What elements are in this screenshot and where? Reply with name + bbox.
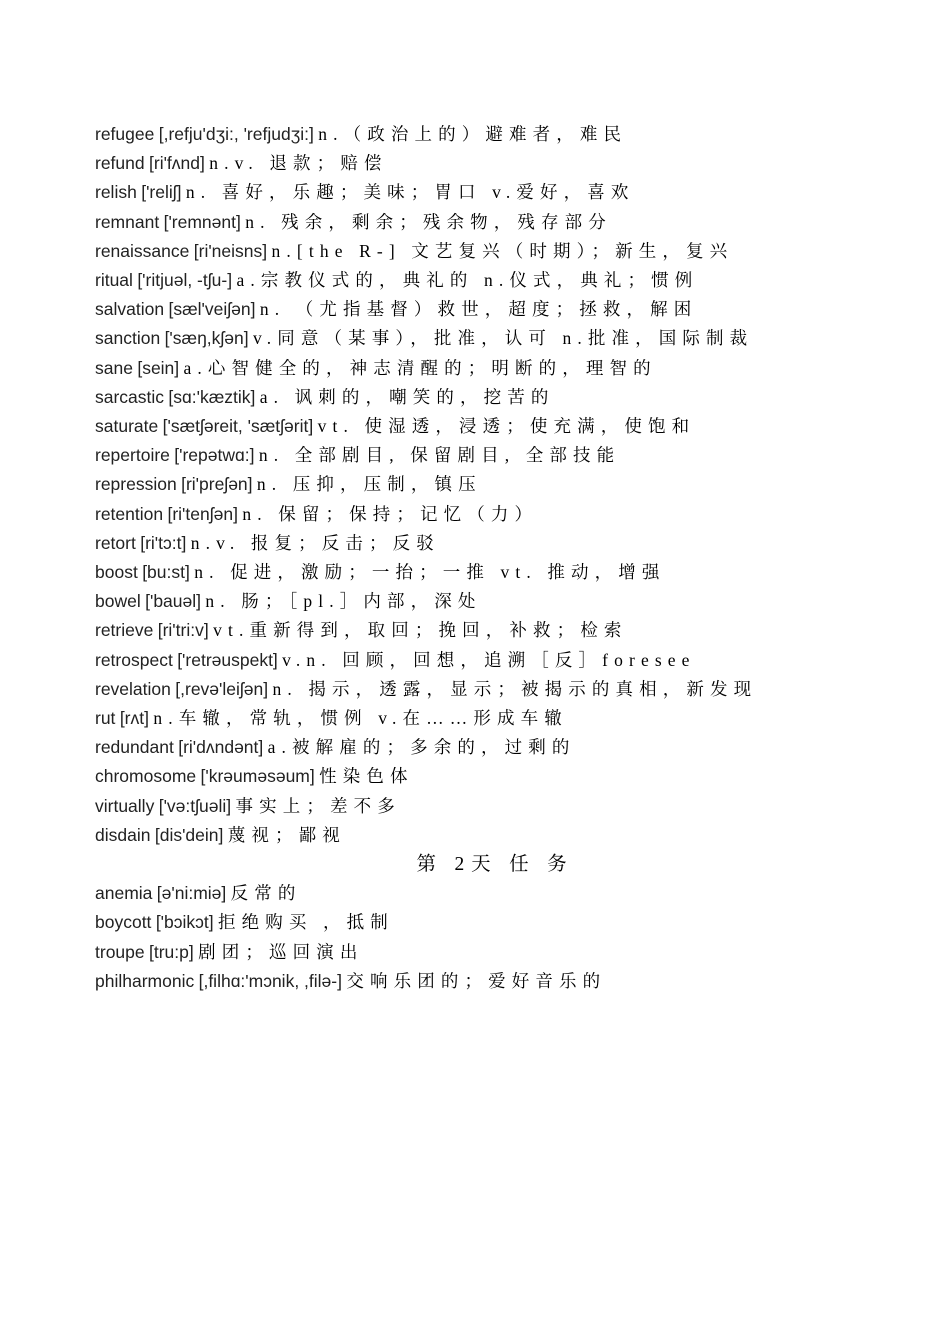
vocab-list-day1 (95, 120, 875, 850)
entry-definition: n. 残余，剩余；残余物，残存部分 (245, 211, 612, 232)
entry-definition: n. 揭示，透露，显示；被揭示的真相，新发现 (272, 678, 758, 699)
vocab-entry (95, 208, 875, 237)
vocab-entry (95, 266, 875, 295)
vocab-entry (95, 821, 875, 850)
entry-definition: vt. 使湿透，浸透；使充满，使饱和 (317, 416, 696, 437)
entry-phonetic: ['repətwɑ:] (174, 445, 255, 466)
entry-word: sarcastic (95, 386, 165, 407)
vocab-entry (95, 558, 875, 587)
vocab-entry (95, 295, 875, 324)
vocab-entry (95, 879, 875, 908)
entry-word: renaissance (95, 240, 190, 261)
entry-word: sanction (95, 328, 161, 349)
vocab-entry (95, 178, 875, 207)
entry-word: boycott (95, 912, 152, 933)
entry-phonetic: [sein] (137, 357, 180, 378)
entry-definition: n.v. 报复；反击；反驳 (190, 532, 440, 553)
entry-definition: 蔑视；鄙视 (227, 824, 346, 845)
entry-word: ritual (95, 270, 133, 291)
vocab-entry (95, 587, 875, 616)
vocab-entry (95, 733, 875, 762)
vocab-entry (95, 616, 875, 645)
entry-definition: n.（政治上的）避难者，难民 (318, 124, 628, 144)
entry-word: relish (95, 182, 137, 203)
entry-phonetic: [ri'preʃən] (181, 474, 253, 495)
entry-definition: n. 保留；保持；记忆（力） (242, 503, 539, 524)
document-page (95, 120, 875, 996)
entry-phonetic: [tru:p] (149, 941, 194, 962)
entry-phonetic: [sɑ:'kæztik] (168, 386, 256, 407)
entry-word: revelation (95, 678, 171, 699)
entry-word: rut (95, 708, 116, 729)
entry-definition: 交响乐团的；爱好音乐的 (346, 970, 607, 991)
entry-phonetic: ['ritjuəl, -tʃu-] (137, 270, 233, 291)
entry-phonetic: [rʌt] (119, 708, 149, 729)
entry-word: refund (95, 153, 145, 174)
vocab-entry (95, 324, 875, 353)
entry-definition: vt.重新得到，取回；挽回，补救；检索 (213, 620, 628, 641)
entry-word: retrieve (95, 620, 154, 641)
entry-definition: n. 肠；［pl.］内部，深处 (205, 591, 482, 612)
entry-word: virtually (95, 795, 155, 816)
entry-definition: 事实上；差不多 (235, 795, 401, 816)
entry-phonetic: ['reliʃ] (141, 182, 182, 203)
entry-phonetic: [ə'ni:miə] (156, 883, 227, 904)
vocab-entry (95, 675, 875, 704)
entry-word: retort (95, 532, 136, 553)
entry-phonetic: [ri'tɔ:t] (140, 532, 187, 553)
vocab-entry (95, 529, 875, 558)
entry-word: chromosome (95, 766, 197, 787)
entry-definition: v.n. 回顾，回想，追溯［反］foresee (282, 649, 696, 670)
entry-definition: n.车辙，常轨，惯例 v.在……形成车辙 (153, 708, 568, 729)
vocab-entry (95, 412, 875, 441)
entry-phonetic: [,filhɑ:'mɔnik, ,filə-] (198, 970, 342, 991)
entry-phonetic: [sæl'veiʃən] (168, 299, 256, 320)
entry-phonetic: ['retrəuspekt] (177, 649, 278, 670)
entry-word: philharmonic (95, 970, 195, 991)
entry-phonetic: [dis'dein] (154, 824, 224, 845)
vocab-entry (95, 938, 875, 967)
entry-word: refugee (95, 124, 155, 144)
entry-phonetic: [ri'fʌnd] (149, 153, 205, 174)
vocab-entry (95, 967, 875, 996)
entry-definition: a.被解雇的；多余的，过剩的 (267, 737, 576, 758)
entry-phonetic: ['remnənt] (163, 211, 241, 232)
entry-definition: a.宗教仪式的，典礼的 n.仪式，典礼；惯例 (236, 270, 699, 291)
entry-definition: a. 讽刺的，嘲笑的，挖苦的 (259, 386, 555, 407)
entry-definition: n. 喜好，乐趣；美味；胃口 v.爱好，喜欢 (185, 182, 635, 203)
entry-word: repression (95, 474, 177, 495)
entry-phonetic: [ri'dʌndənt] (178, 737, 264, 758)
entry-word: saturate (95, 416, 159, 437)
vocab-entry (95, 470, 875, 499)
vocab-entry (95, 908, 875, 937)
entry-definition: n.v. 退款；赔偿 (209, 153, 388, 174)
section-heading: 第 2天 任 务 (416, 854, 574, 876)
entry-word: redundant (95, 737, 174, 758)
entry-definition: n. 促进，激励；一抬；一推 vt. 推动，增强 (194, 562, 666, 583)
entry-phonetic: ['sætʃəreit, 'sætʃərit] (162, 416, 314, 437)
vocab-entry (95, 120, 875, 149)
entry-phonetic: ['sæŋ,kʃən] (164, 328, 249, 349)
entry-word: salvation (95, 299, 165, 320)
vocab-entry (95, 149, 875, 178)
entry-definition: n. 压抑，压制，镇压 (256, 474, 482, 495)
entry-phonetic: ['və:tʃuəli] (158, 795, 232, 816)
entry-phonetic: ['krəuməsəum] (200, 766, 315, 787)
entry-definition: n. 全部剧目, 保留剧目, 全部技能 (258, 445, 621, 466)
entry-phonetic: [ri'tri:v] (157, 620, 209, 641)
entry-definition: 反常的 (230, 883, 302, 904)
entry-phonetic: [,refju'dʒi:, 'refjudʒi:] (158, 124, 314, 144)
entry-word: bowel (95, 591, 141, 612)
vocab-entry (95, 500, 875, 529)
vocab-entry (95, 704, 875, 733)
entry-phonetic: ['bauəl] (145, 591, 201, 612)
entry-phonetic: [bu:st] (142, 562, 190, 583)
vocab-entry (95, 762, 875, 791)
vocab-entry (95, 237, 875, 266)
entry-definition: v.同意（某事），批准，认可 n.批准，国际制裁 (253, 328, 754, 349)
entry-word: anemia (95, 883, 153, 904)
vocab-entry (95, 383, 875, 412)
entry-word: sane (95, 357, 133, 378)
entry-definition: 剧团；巡回演出 (198, 941, 364, 962)
entry-word: retention (95, 503, 164, 524)
entry-phonetic: [,revə'leiʃən] (175, 678, 269, 699)
vocab-list-day2 (95, 879, 875, 996)
entry-definition: a.心智健全的，神志清醒的；明断的，理智的 (183, 357, 657, 378)
entry-phonetic: [ri'neisns] (193, 240, 268, 261)
entry-word: boost (95, 562, 138, 583)
vocab-entry (95, 441, 875, 470)
entry-word: remnant (95, 211, 160, 232)
entry-word: retrospect (95, 649, 173, 670)
entry-word: repertoire (95, 445, 170, 466)
entry-word: troupe (95, 941, 145, 962)
entry-phonetic: [ri'tenʃən] (167, 503, 238, 524)
vocab-entry (95, 646, 875, 675)
entry-word: disdain (95, 824, 151, 845)
entry-definition: 性染色体 (319, 766, 414, 787)
vocab-entry (95, 792, 875, 821)
entry-definition: n.[the R-] 文艺复兴（时期）；新生，复兴 (271, 240, 734, 261)
entry-definition: 拒绝购买 ，抵制 (218, 912, 394, 933)
vocab-entry (95, 354, 875, 383)
entry-definition: n. （尤指基督）救世，超度；拯救，解困 (259, 299, 698, 320)
entry-phonetic: ['bɔikɔt] (155, 912, 214, 933)
